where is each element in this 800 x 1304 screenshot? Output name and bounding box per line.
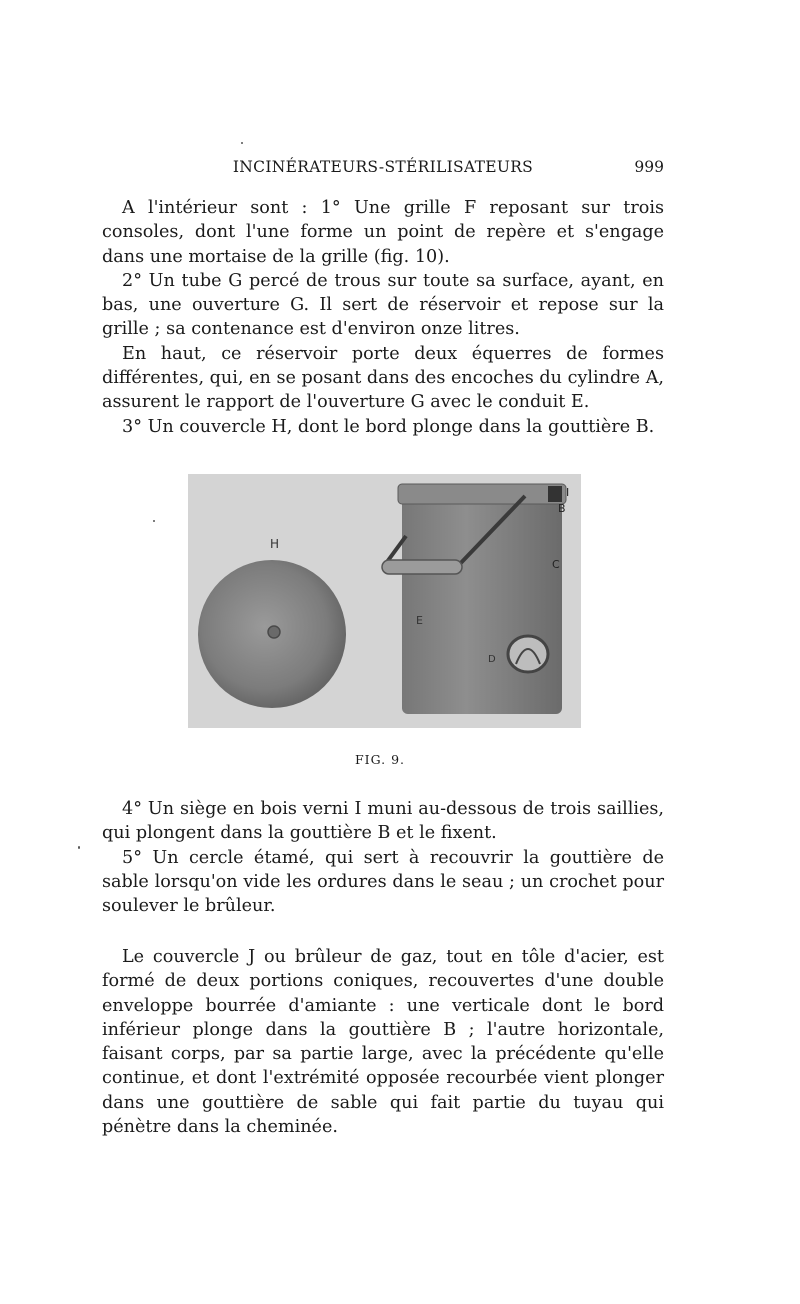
paragraph-tube-g: 2° Un tube G percé de trous sur toute sa surface, ayant, en bas, une ouverture G. Il sert de réservoir et repose sur la grille ; sa contenance est d'environ onze litres. bbox=[102, 270, 664, 340]
print-speck bbox=[78, 846, 80, 849]
text-block-middle bbox=[102, 797, 664, 918]
label-e: E bbox=[416, 614, 423, 627]
paragraph-siege-bois: 4° Un siège en bois verni I muni au-dessous de trois saillies, qui plongent dans la gouttière B et le fixent. bbox=[102, 799, 664, 844]
text-block-bottom bbox=[102, 945, 664, 1139]
handle-grip bbox=[382, 560, 462, 574]
label-c: C bbox=[552, 558, 560, 571]
container-body bbox=[402, 496, 562, 714]
text-block-top bbox=[102, 196, 664, 439]
label-i: I bbox=[566, 486, 570, 499]
print-speck bbox=[153, 520, 155, 522]
paragraph-couvercle-h: 3° Un couvercle H, dont le bord plonge dans la gouttière B. bbox=[122, 416, 655, 437]
paragraph-cercle-etame: 5° Un cercle étamé, qui sert à recouvrir la gouttière de sable lorsqu'on vide les ordures dans le seau ; un crochet pour soulever le brûleur. bbox=[102, 847, 664, 917]
seat-latch bbox=[548, 486, 562, 502]
label-h: H bbox=[270, 537, 280, 551]
figure-caption: FIG. 9. bbox=[354, 752, 406, 767]
label-d: D bbox=[488, 654, 496, 665]
paragraph-couvercle-j: Le couvercle J ou brûleur de gaz, tout en tôle d'acier, est formé de deux portions coniques, recouvertes d'une double enveloppe bourrée d'amiante : une verticale dont le bord inférieur plonge dans la gouttière B ; l'autre horizontale, faisant corps, par sa partie large, avec la précédente qu'elle continue, et dont l'extrémité opposée recourbée vient plonger dans une gouttière de sable qui fait partie du tuyau qui pénètre dans la cheminée. bbox=[102, 947, 664, 1138]
opening-d bbox=[508, 636, 548, 672]
figure-illustration bbox=[188, 474, 581, 728]
print-speck bbox=[241, 142, 243, 144]
figure-9-photo bbox=[188, 474, 581, 728]
running-title: INCINÉRATEURS-STÉRILISATEURS bbox=[232, 158, 534, 176]
paragraph-equerres: En haut, ce réservoir porte deux équerres de formes différentes, qui, en se posant dans des encoches du cylindre A, assurent le rapport de l'ouverture G avec le conduit E. bbox=[102, 343, 664, 413]
lid-knob bbox=[268, 626, 280, 638]
paragraph-interior-grille: A l'intérieur sont : 1° Une grille F reposant sur trois consoles, dont l'une forme un point de repère et s'engage dans une mortaise de la grille (fig. 10). bbox=[102, 198, 664, 267]
label-b: B bbox=[558, 502, 566, 515]
seat-i bbox=[398, 484, 566, 504]
running-head bbox=[102, 158, 664, 180]
page-number: 999 bbox=[634, 158, 664, 176]
